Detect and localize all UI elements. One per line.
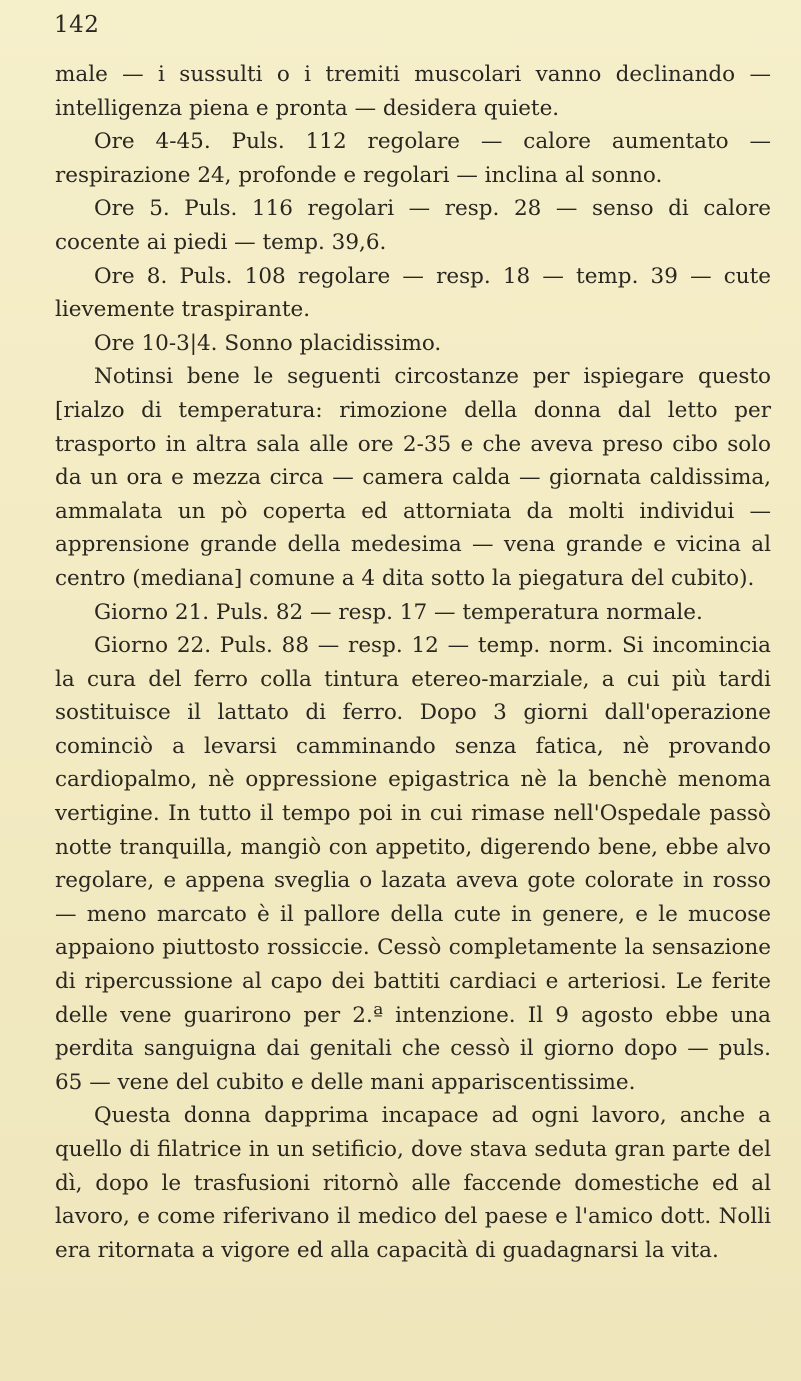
paragraph: Notinsi bene le seguenti circostanze per ispiegare questo [rialzo di temperatura: rimozione della donna dal letto per trasporto in altra sala alle ore 2-35 e che aveva preso cibo solo da un ora e mezza circa — camera calda — giornata caldissima, ammalata un pò coperta ed attorniata da molti individui — apprensione grande della medesima — vena grande e vicina al centro (mediana] comune a 4 dita sotto la piegatura del cubito).	[55, 364, 771, 591]
body-text	[55, 58, 771, 1267]
paragraph: Questa donna dapprima incapace ad ogni lavoro, anche a quello di filatrice in un setificio, dove stava seduta gran parte del dì, dopo le trasfusioni ritornò alle faccende domestiche ed al lavoro, e come riferivano il medico del paese e l'amico dott. Nolli era ritornata a vigore ed alla capacità di guadagnarsi la vita.	[55, 1103, 771, 1263]
paragraph: Giorno 22. Puls. 88 — resp. 12 — temp. norm. Si incomincia la cura del ferro colla tintura etereo-marziale, a cui più tardi sostituisce il lattato di ferro. Dopo 3 giorni dall'operazione cominciò a levarsi camminando senza fatica, nè provando cardiopalmo, nè oppressione epigastrica nè la benchè menoma vertigine. In tutto il tempo poi in cui rimase nell'Ospedale passò notte tranquilla, mangiò con appetito, digerendo bene, ebbe alvo regolare, e appena sveglia o lazata aveva gote colorate in rosso — meno marcato è il pallore della cute in genere, e le mucose appaiono piuttosto rossiccie. Cessò completamente la sensazione di ripercussione al capo dei battiti cardiaci e arteriosi. Le ferite delle vene guarirono per 2.ª intenzione. Il 9 agosto ebbe una perdita sanguigna dai genitali che cessò il giorno dopo — puls. 65 — vene del cubito e delle mani appariscentissime.	[55, 633, 771, 1095]
paragraph: Ore 5. Puls. 116 regolari — resp. 28 — senso di calore cocente ai piedi — temp. 39,6.	[55, 196, 771, 255]
page-number: 142	[54, 12, 100, 38]
paragraph: Ore 8. Puls. 108 regolare — resp. 18 — temp. 39 — cute lievemente traspirante.	[55, 263, 771, 323]
paragraph: Ore 4-45. Puls. 112 regolare — calore aumentato — respirazione 24, profonde e regolari — inclina al sonno.	[55, 129, 771, 188]
paragraph: male — i sussulti o i tremiti muscolari vanno declinando — intelligenza piena e pronta — desidera quiete.	[55, 62, 771, 121]
paragraph: Ore 10-3|4. Sonno placidissimo.	[94, 330, 442, 356]
paragraph: Giorno 21. Puls. 82 — resp. 17 — temperatura normale.	[94, 599, 703, 625]
